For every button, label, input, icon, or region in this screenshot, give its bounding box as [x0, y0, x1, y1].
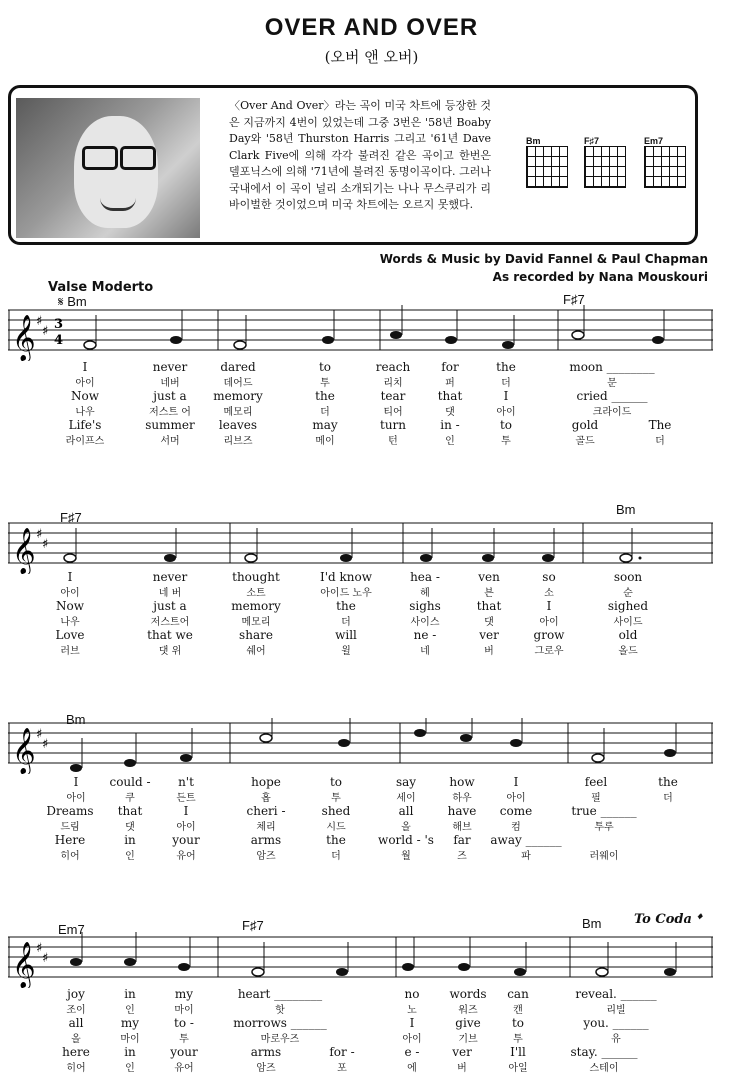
lyric-syllable: moon ________ [569, 360, 655, 374]
lyric-syllable: The [648, 418, 672, 432]
lyric-syllable: never [152, 360, 188, 374]
chord-diagram: Bm [526, 136, 571, 188]
lyric-syllable: gold [571, 418, 599, 432]
lyric-syllable: morrows ______ [233, 1016, 327, 1030]
info-box [8, 85, 698, 245]
lyric-syllable: hea - [410, 570, 440, 584]
lyric-syllable-korean: 마이 [120, 1034, 140, 1045]
lyric-syllable-korean: 데어드 [223, 378, 253, 389]
svg-text:♯: ♯ [36, 527, 43, 542]
lyric-syllable: arms [250, 833, 282, 847]
lyric-syllable: e - [404, 1045, 420, 1059]
lyric-syllable-korean: 러브 [60, 646, 80, 657]
lyric-syllable: far [453, 833, 471, 847]
lyric-syllable: tear [380, 389, 406, 403]
lyric-syllable: come [499, 804, 533, 818]
lyric-syllable: share [239, 628, 273, 642]
lyric-syllable-korean: 투 [179, 1034, 189, 1045]
treble-clef-icon: 𝄞 [12, 528, 36, 574]
lyric-syllable: sighed [607, 599, 649, 613]
lyric-syllable-korean: 븐 [484, 588, 494, 599]
lyric-syllable: your [170, 1045, 198, 1059]
lyric-syllable-korean: 더 [331, 851, 341, 862]
lyric-syllable-korean: 유어 [174, 1063, 194, 1074]
lyric-syllable: Dreams [46, 804, 94, 818]
lyric-syllable-korean: 댓 [445, 407, 455, 418]
lyric-syllable-korean: 투 [331, 793, 341, 804]
lyric-syllable-korean: 투루 [594, 822, 614, 833]
lyric-syllable-korean: 스테이 [589, 1063, 619, 1074]
lyric-syllable-korean: 든트 [176, 793, 196, 804]
lyric-syllable-korean: 아이 [60, 588, 80, 599]
credits-composer: Words & Music by David Fannel & Paul Chapman [379, 252, 708, 266]
lyric-syllable: n't [178, 775, 194, 789]
lyric-syllable: hope [251, 775, 281, 789]
lyric-syllable: summer [145, 418, 195, 432]
lyric-syllable-korean: 네버 [160, 378, 180, 389]
lyric-syllable-korean: 메모리 [241, 617, 271, 628]
lyric-syllable-korean: 아일 [508, 1063, 528, 1074]
lyric-syllable: old [618, 628, 638, 642]
chord-diagrams [526, 136, 696, 196]
chord-symbol: 𝄋 Bm [58, 294, 87, 309]
lyric-syllable: the [336, 599, 356, 613]
lyric-syllable-korean: 퍼 [445, 378, 455, 389]
lyric-syllable-korean: 사이드 [613, 617, 643, 628]
lyric-syllable-korean: 댓 [125, 822, 135, 833]
lyric-syllable-korean: 체리 [256, 822, 276, 833]
lyric-syllable-korean: 세이 [396, 793, 416, 804]
lyric-syllable-korean: 더 [320, 407, 330, 418]
lyric-syllable: I [513, 775, 519, 789]
lyric-syllable-korean: 아이 [176, 822, 196, 833]
lyric-syllable-korean: 소 [544, 588, 554, 599]
lyric-syllable: I'd know [319, 570, 373, 584]
staff-system-1 [8, 305, 713, 361]
lyric-syllable-korean: 네 버 [158, 588, 182, 599]
lyric-syllable: Life's [68, 418, 102, 432]
lyric-syllable: to [499, 418, 513, 432]
lyric-syllable-korean: 올 [401, 822, 411, 833]
lyric-syllable-korean: 더 [655, 436, 665, 447]
lyric-syllable-korean: 나우 [75, 407, 95, 418]
lyric-syllable-korean: 암즈 [256, 851, 276, 862]
lyric-syllable: you. ______ [583, 1016, 649, 1030]
lyric-syllable: the [496, 360, 516, 374]
svg-text:3: 3 [54, 317, 64, 332]
lyric-syllable: words [449, 987, 487, 1001]
lyric-syllable-korean: 사이스 [410, 617, 440, 628]
lyric-syllable-korean: 메모리 [223, 407, 253, 418]
lyric-syllable-korean: 댓 [484, 617, 494, 628]
lyric-syllable-korean: 쿠 [125, 793, 135, 804]
lyric-syllable-korean: 워즈 [458, 1005, 478, 1016]
lyric-syllable-korean: 리치 [383, 378, 403, 389]
lyric-syllable-korean: 순 [623, 588, 633, 599]
lyric-syllable-korean: 필 [591, 793, 601, 804]
lyric-syllable: give [455, 1016, 481, 1030]
lyric-syllable: world - 's [378, 833, 434, 847]
lyric-syllable: all [398, 804, 414, 818]
lyric-syllable-korean: 히어 [60, 851, 80, 862]
lyric-syllable-korean: 올드 [618, 646, 638, 657]
credits [380, 250, 708, 286]
lyric-syllable: all [68, 1016, 84, 1030]
lyric-syllable-korean: 올 [71, 1034, 81, 1045]
lyric-syllable: heart ________ [237, 987, 323, 1001]
lyric-syllable-korean: 나우 [60, 617, 80, 628]
artist-photo [16, 98, 200, 238]
lyric-syllable: in [124, 1045, 136, 1059]
lyric-syllable: reveal. ______ [575, 987, 657, 1001]
lyric-syllable-korean: 파 [521, 851, 531, 862]
lyric-syllable-korean: 투 [501, 436, 511, 447]
chord-diagram: F♯7 [584, 136, 629, 188]
lyric-syllable: memory [213, 389, 263, 403]
lyric-syllable-korean: 더 [341, 617, 351, 628]
lyric-syllable-korean: 버 [457, 1063, 467, 1074]
song-subtitle: (오버 앤 오버) [324, 48, 419, 66]
lyric-syllable-korean: 캔 [513, 1005, 523, 1016]
chord-symbol: Em7 [58, 922, 85, 937]
lyric-syllable-korean: 저스트 어 [149, 407, 191, 418]
lyric-syllable-korean: 유 [611, 1034, 621, 1045]
chord-symbol: Bm [582, 916, 602, 931]
lyric-syllable-korean: 월 [401, 851, 411, 862]
lyric-syllable-korean: 아이 [66, 793, 86, 804]
treble-clef-icon: 𝄞 [12, 728, 36, 774]
lyric-syllable: leaves [218, 418, 258, 432]
lyric-syllable: thought [232, 570, 280, 584]
treble-clef-icon: 𝄞 [12, 942, 36, 988]
lyric-syllable-korean: 라이프스 [65, 436, 105, 447]
lyric-syllable-korean: 문 [607, 378, 617, 389]
lyric-syllable-korean: 더 [501, 378, 511, 389]
lyric-syllable: that [437, 389, 463, 403]
lyric-syllable: ver [479, 628, 499, 642]
lyric-syllable-korean: 아이 [402, 1034, 422, 1045]
lyric-syllable-korean: 턴 [388, 436, 398, 447]
chord-symbol: F♯7 [563, 292, 585, 307]
svg-text:♯: ♯ [42, 537, 49, 552]
lyric-syllable: turn [379, 418, 407, 432]
lyric-syllable: to [329, 775, 343, 789]
lyric-syllable-korean: 그로우 [534, 646, 564, 657]
lyric-syllable-korean: 인 [125, 1063, 135, 1074]
lyric-syllable-korean: 해브 [452, 822, 472, 833]
lyric-syllable: Here [54, 833, 86, 847]
lyric-syllable: in [124, 987, 136, 1001]
lyric-syllable-korean: 서머 [160, 436, 180, 447]
chord-symbol: Bm [616, 502, 636, 517]
lyric-syllable-korean: 저스트어 [150, 617, 190, 628]
lyric-syllable: how [449, 775, 475, 789]
lyric-syllable-korean: 에 [407, 1063, 417, 1074]
svg-text:♯: ♯ [36, 314, 43, 329]
lyric-syllable: Love [55, 628, 85, 642]
lyric-syllable-korean: 드림 [60, 822, 80, 833]
lyric-syllable: for - [329, 1045, 355, 1059]
lyric-syllable: true ______ [571, 804, 637, 818]
lyric-syllable: in - [440, 418, 460, 432]
lyric-syllable-korean: 아이 [496, 407, 516, 418]
lyric-syllable: memory [231, 599, 281, 613]
lyric-syllable: shed [321, 804, 351, 818]
lyric-syllable-korean: 인 [125, 1005, 135, 1016]
lyric-syllable-korean: 조이 [66, 1005, 86, 1016]
lyric-syllable: my [120, 1016, 140, 1030]
lyric-syllable: cried ______ [576, 389, 648, 403]
lyric-syllable: so [542, 570, 556, 584]
lyric-syllable-korean: 투 [513, 1034, 523, 1045]
lyric-syllable: in [124, 833, 136, 847]
svg-text:♯: ♯ [42, 737, 49, 752]
lyric-syllable: can [507, 987, 529, 1001]
lyric-syllable: feel [584, 775, 608, 789]
treble-clef-icon: 𝄞 [12, 315, 36, 361]
lyric-syllable: never [152, 570, 188, 584]
lyric-syllable-korean: 헤 [420, 588, 430, 599]
svg-text:♯: ♯ [42, 324, 49, 339]
lyric-syllable: sighs [409, 599, 441, 613]
lyric-syllable: I'll [510, 1045, 526, 1059]
svg-text:♯: ♯ [36, 941, 43, 956]
lyric-syllable-korean: 암즈 [256, 1063, 276, 1074]
lyric-syllable: could - [109, 775, 151, 789]
lyric-syllable: to [511, 1016, 525, 1030]
lyric-syllable-korean: 티어 [383, 407, 403, 418]
lyric-syllable: say [395, 775, 417, 789]
lyric-syllable-korean: 마로우즈 [260, 1034, 300, 1045]
lyric-syllable: that we [147, 628, 193, 642]
lyric-syllable-korean: 마이 [174, 1005, 194, 1016]
lyric-syllable: arms [250, 1045, 282, 1059]
lyric-syllable: no [404, 987, 420, 1001]
lyric-syllable: will [335, 628, 357, 642]
lyric-syllable: Now [56, 599, 84, 613]
lyric-syllable: I [183, 804, 189, 818]
lyric-syllable-korean: 골드 [575, 436, 595, 447]
lyric-syllable: dared [220, 360, 256, 374]
lyric-syllable-korean: 네 [420, 646, 430, 657]
lyric-syllable-korean: 리브즈 [223, 436, 253, 447]
lyric-syllable: reach [375, 360, 411, 374]
lyric-syllable: Now [71, 389, 99, 403]
lyric-syllable: I [409, 1016, 415, 1030]
lyric-syllable-korean: 아이 [75, 378, 95, 389]
svg-text:4: 4 [54, 333, 64, 348]
staff-system-3 [8, 718, 713, 774]
lyric-syllable: just a [153, 389, 187, 403]
lyric-syllable: for [441, 360, 459, 374]
credits-recording: As recorded by Nana Mouskouri [492, 270, 708, 284]
song-title: OVER AND OVER [264, 14, 479, 41]
lyric-syllable: cheri - [246, 804, 286, 818]
lyric-syllable: stay. ______ [570, 1045, 638, 1059]
lyric-syllable-korean: 인 [445, 436, 455, 447]
lyric-syllable-korean: 시드 [326, 822, 346, 833]
lyric-syllable: grow [533, 628, 565, 642]
lyric-syllable-korean: 메이 [315, 436, 335, 447]
lyric-syllable: that [117, 804, 143, 818]
lyric-syllable-korean: 인 [125, 851, 135, 862]
lyric-syllable: may [312, 418, 338, 432]
lyric-syllable-korean: 유어 [176, 851, 196, 862]
lyric-syllable: here [62, 1045, 90, 1059]
lyric-syllable: have [447, 804, 477, 818]
chord-symbol: Bm [66, 712, 86, 727]
lyric-syllable-korean: 기브 [458, 1034, 478, 1045]
lyric-syllable: away ______ [490, 833, 562, 847]
lyric-syllable: the [658, 775, 678, 789]
lyric-syllable-korean: 러웨이 [589, 851, 619, 862]
lyric-syllable: the [315, 389, 335, 403]
lyric-syllable-korean: 리빌 [606, 1005, 626, 1016]
lyric-syllable: I [82, 360, 88, 374]
lyric-syllable: to [318, 360, 332, 374]
lyric-syllable-korean: 히어 [66, 1063, 86, 1074]
lyric-syllable-korean: 소트 [246, 588, 266, 599]
chord-symbol: F♯7 [60, 510, 82, 525]
svg-text:♯: ♯ [36, 727, 43, 742]
lyric-syllable-korean: 윌 [341, 646, 351, 657]
lyric-syllable-korean: 홉 [261, 793, 271, 804]
lyric-syllable: I [546, 599, 552, 613]
lyric-syllable-korean: 더 [663, 793, 673, 804]
song-description: 〈Over And Over〉라는 곡이 미국 차트에 등장한 것은 지금까지 4번이 있었는데 그중 3번은 '58년 Boaby Day와 '58년 Thurston Harris 그리고 '61년 Dave Clark Five에 의해 각각 불려진 같은 곡이고 한번은 델포닉스에 의해 '71년에 불려진 동명이곡이다. 그러나 국내에서 이 곡이 널리 소개되기는 나나 무스쿠리가 리바이벌한 것이었으며 미국 차트에는 오르지 못했다. [229, 99, 491, 211]
lyric-syllable: ver [452, 1045, 472, 1059]
lyric-syllable-korean: 버 [484, 646, 494, 657]
staff-system-4 [8, 932, 713, 988]
lyric-syllable: your [172, 833, 200, 847]
lyric-syllable-korean: 댓 위 [158, 646, 182, 657]
lyric-syllable: to - [174, 1016, 194, 1030]
tempo-marking: Valse Moderto [48, 280, 154, 295]
lyric-syllable-korean: 아이 [539, 617, 559, 628]
lyric-syllable: I [73, 775, 79, 789]
lyric-syllable-korean: 노 [407, 1005, 417, 1016]
staff-system-2 [8, 518, 713, 574]
lyric-syllable: ne - [413, 628, 437, 642]
lyric-syllable-korean: 포 [337, 1063, 347, 1074]
lyric-syllable: soon [613, 570, 643, 584]
lyric-syllable: joy [67, 987, 85, 1001]
chord-diagram: Em7 [644, 136, 689, 188]
lyric-syllable-korean: 아이드 노우 [320, 588, 372, 599]
lyric-syllable: I [503, 389, 509, 403]
lyric-syllable: ven [478, 570, 500, 584]
lyric-syllable-korean: 크라이드 [592, 407, 632, 418]
lyric-syllable: my [174, 987, 194, 1001]
lyric-syllable: just a [153, 599, 187, 613]
lyric-syllable-korean: 즈 [457, 851, 467, 862]
svg-text:♯: ♯ [42, 951, 49, 966]
lyric-syllable: that [476, 599, 502, 613]
lyric-syllable-korean: 컴 [511, 822, 521, 833]
lyric-syllable-korean: 아이 [506, 793, 526, 804]
to-coda-marking: To Coda 𝄌 [634, 912, 701, 927]
lyric-syllable-korean: 하우 [452, 793, 472, 804]
lyric-syllable-korean: 쉐어 [246, 646, 266, 657]
lyric-syllable: the [326, 833, 346, 847]
lyric-syllable-korean: 핫 [275, 1005, 285, 1016]
lyric-syllable-korean: 투 [320, 378, 330, 389]
chord-symbol: F♯7 [242, 918, 264, 933]
lyric-syllable: I [67, 570, 73, 584]
